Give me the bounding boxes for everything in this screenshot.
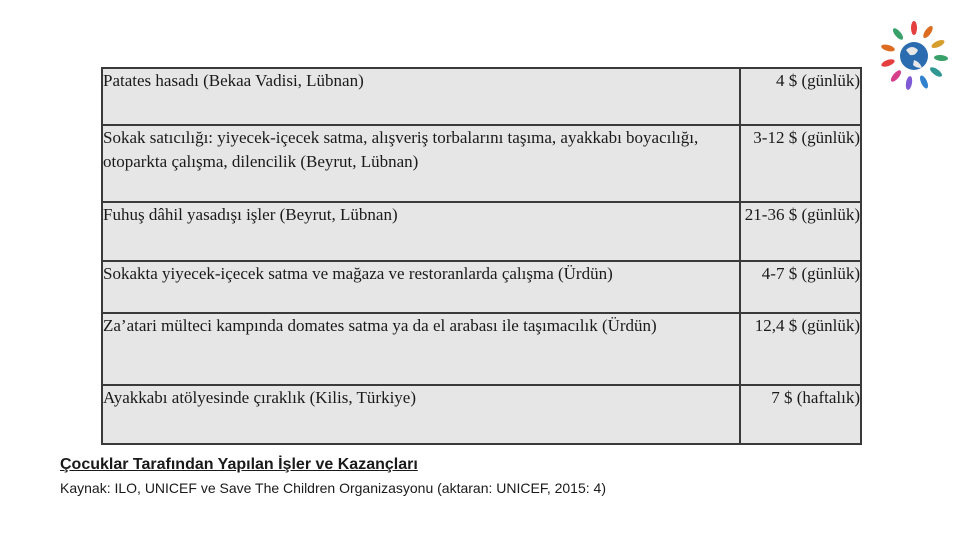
wage-cell: 4 $ (günlük) bbox=[740, 68, 861, 125]
table-row bbox=[102, 261, 861, 313]
table-row bbox=[102, 385, 861, 444]
globe-hands-logo bbox=[878, 20, 950, 92]
job-cell: Ayakkabı atölyesinde çıraklık (Kilis, Türkiye) bbox=[102, 385, 740, 444]
table-caption: Çocuklar Tarafından Yapılan İşler ve Kazançları bbox=[60, 456, 418, 473]
table-row bbox=[102, 202, 861, 261]
job-cell: Sokak satıcılığı: yiyecek-içecek satma, alışveriş torbalarını taşıma, ayakkabı boyacılığı, otoparkta çalışma, dilencilik (Beyrut, Lübnan) bbox=[102, 125, 740, 202]
wage-cell: 7 $ (haftalık) bbox=[740, 385, 861, 444]
table-row bbox=[102, 125, 861, 202]
table-row bbox=[102, 68, 861, 125]
table-row bbox=[102, 313, 861, 385]
jobs-wages-table bbox=[101, 67, 862, 445]
wage-cell: 3-12 $ (günlük) bbox=[740, 125, 861, 202]
job-cell: Sokakta yiyecek-içecek satma ve mağaza ve restoranlarda çalışma (Ürdün) bbox=[102, 261, 740, 313]
job-cell: Za’atari mülteci kampında domates satma ya da el arabası ile taşımacılık (Ürdün) bbox=[102, 313, 740, 385]
job-cell: Fuhuş dâhil yasadışı işler (Beyrut, Lübnan) bbox=[102, 202, 740, 261]
wage-cell: 12,4 $ (günlük) bbox=[740, 313, 861, 385]
job-cell: Patates hasadı (Bekaa Vadisi, Lübnan) bbox=[102, 68, 740, 125]
wage-cell: 4-7 $ (günlük) bbox=[740, 261, 861, 313]
source-note: Kaynak: ILO, UNICEF ve Save The Children Organizasyonu (aktaran: UNICEF, 2015: 4) bbox=[60, 480, 606, 496]
wage-cell: 21-36 $ (günlük) bbox=[740, 202, 861, 261]
